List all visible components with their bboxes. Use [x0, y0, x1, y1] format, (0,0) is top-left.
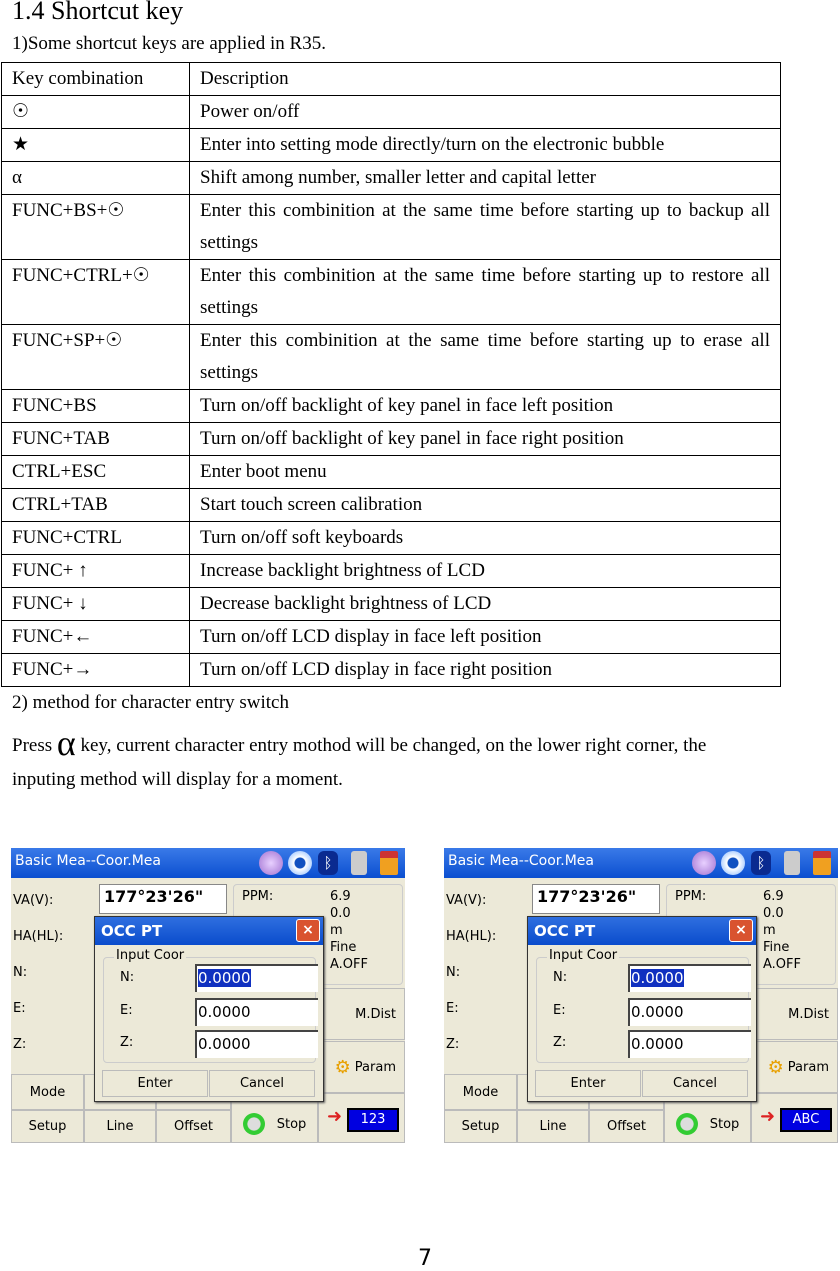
arrow-icon: ➜	[760, 1106, 776, 1127]
coord-value: 0.0000	[198, 1003, 251, 1021]
description: Turn on/off LCD display in face right position	[190, 654, 781, 687]
close-icon[interactable]: ×	[729, 919, 753, 942]
timer-icon	[259, 851, 283, 875]
button-label: Stop	[276, 1116, 307, 1132]
timer-icon	[692, 851, 716, 875]
section-heading: 1.4 Shortcut key	[12, 0, 184, 25]
stop-icon	[243, 1113, 265, 1135]
field-label: VA(V):	[13, 893, 54, 908]
button-label: Param	[787, 1059, 829, 1075]
field-label: N:	[446, 965, 461, 980]
dialog-title: OCC PT	[534, 922, 596, 940]
description: Turn on/off LCD display in face left position	[190, 621, 781, 654]
field-label: HA(HL):	[13, 929, 64, 944]
key-combination: CTRL+TAB	[2, 489, 190, 522]
table-row	[2, 654, 781, 687]
field-label: Z:	[13, 1037, 27, 1052]
key-combination: FUNC+BS+☉	[2, 195, 190, 260]
key-combination: FUNC+SP+☉	[2, 325, 190, 390]
status-value: Fine	[330, 940, 357, 955]
setup-button[interactable]	[11, 1110, 84, 1143]
battery-icon	[813, 851, 831, 875]
coord-input[interactable]	[195, 998, 318, 1026]
line-button[interactable]	[517, 1110, 589, 1143]
key-combination: α	[2, 162, 190, 195]
field-label: Z:	[446, 1037, 460, 1052]
status-value: A.OFF	[330, 957, 368, 972]
offset-button[interactable]	[589, 1110, 664, 1143]
table-row	[2, 588, 781, 621]
key-combination: FUNC+CTRL	[2, 522, 190, 555]
coord-input[interactable]	[628, 1030, 751, 1058]
cancel-button[interactable]	[642, 1070, 748, 1097]
enter-button[interactable]	[102, 1070, 208, 1097]
button-label: Offset	[173, 1119, 214, 1134]
coord-value: 0.0000	[631, 969, 684, 987]
dialog-title-bar	[528, 917, 756, 945]
title-bar	[444, 848, 838, 878]
shortcut-table	[1, 62, 781, 687]
table-row	[2, 96, 781, 129]
input-mode-indicator: ABC	[780, 1108, 832, 1132]
description: Enter this combinition at the same time before starting up to erase all settings	[190, 325, 781, 390]
key-combination: FUNC+ ↑	[2, 555, 190, 588]
input-mode-button[interactable]	[751, 1093, 838, 1143]
va-value: 177°23'26"	[532, 884, 660, 914]
button-label: Offset	[606, 1119, 647, 1134]
mdist-button[interactable]	[321, 988, 405, 1040]
input-mode-indicator: 123	[347, 1108, 399, 1132]
table-row	[2, 456, 781, 489]
stop-icon	[676, 1113, 698, 1135]
table-row	[2, 489, 781, 522]
status-label: PPM:	[675, 889, 707, 904]
title-bar	[11, 848, 405, 878]
description: Turn on/off backlight of key panel in face left position	[190, 390, 781, 423]
key-combination: FUNC+BS	[2, 390, 190, 423]
enter-button[interactable]	[535, 1070, 641, 1097]
button-label: M.Dist	[788, 1006, 829, 1022]
button-label: Mode	[462, 1084, 499, 1100]
status-value: 0.0	[330, 906, 351, 921]
description: Start touch screen calibration	[190, 489, 781, 522]
press-paragraph	[12, 725, 840, 766]
field-label: VA(V):	[446, 893, 487, 908]
bluetooth-icon: ᛒ	[751, 851, 771, 875]
line-button[interactable]	[84, 1110, 156, 1143]
field-label: HA(HL):	[446, 929, 497, 944]
intro-text: 1)Some shortcut keys are applied in R35.	[12, 33, 326, 54]
description: Decrease backlight brightness of LCD	[190, 588, 781, 621]
field-label: N:	[13, 965, 28, 980]
description: Enter boot menu	[190, 456, 781, 489]
close-icon[interactable]: ×	[296, 919, 320, 942]
status-value: 6.9	[763, 889, 784, 904]
coord-value: 0.0000	[198, 1035, 251, 1053]
table-row	[2, 195, 781, 260]
table-row	[2, 390, 781, 423]
coord-value: 0.0000	[631, 1035, 684, 1053]
coord-label: Z:	[120, 1035, 134, 1050]
key-combination: FUNC+CTRL+☉	[2, 260, 190, 325]
header-desc: Description	[190, 63, 781, 96]
table-row	[2, 423, 781, 456]
page-number: 7	[418, 1246, 432, 1271]
button-label: Stop	[709, 1116, 740, 1132]
button-label: Param	[354, 1059, 396, 1075]
key-combination: FUNC+←	[2, 621, 190, 654]
group-label: Input Coor	[116, 948, 185, 963]
cancel-button[interactable]	[209, 1070, 315, 1097]
coord-value: 0.0000	[631, 1003, 684, 1021]
window-title: Basic Mea--Coor.Mea	[15, 853, 161, 869]
coord-input[interactable]	[628, 998, 751, 1026]
gears-icon: ⚙	[767, 1056, 784, 1078]
dialog-title: OCC PT	[101, 922, 163, 940]
field-label: E:	[446, 1001, 459, 1016]
button-label: Setup	[461, 1119, 500, 1134]
button-label: Line	[539, 1119, 567, 1134]
coord-value: 0.0000	[198, 969, 251, 987]
description: Enter this combinition at the same time before starting up to restore all settings	[190, 260, 781, 325]
gear-icon	[721, 851, 745, 875]
key-combination: FUNC+→	[2, 654, 190, 687]
plug-icon	[784, 851, 800, 875]
text: key, current character entry mothod will be changed, on the lower right corner, the	[75, 735, 707, 756]
status-value: Fine	[763, 940, 790, 955]
gears-icon: ⚙	[334, 1056, 351, 1078]
button-label: Setup	[28, 1119, 67, 1134]
section-2-heading: 2) method for character entry switch	[12, 692, 289, 713]
key-combination: ★	[2, 129, 190, 162]
coord-input[interactable]	[195, 964, 318, 992]
table-header-row	[2, 63, 781, 96]
mdist-button[interactable]	[754, 988, 838, 1040]
mode-button[interactable]	[444, 1074, 517, 1110]
dialog-title-bar	[95, 917, 323, 945]
status-value: 0.0	[763, 906, 784, 921]
param-button[interactable]	[321, 1041, 405, 1093]
coord-input[interactable]	[195, 1030, 318, 1058]
key-combination: FUNC+ ↓	[2, 588, 190, 621]
description: Enter into setting mode directly/turn on the electronic bubble	[190, 129, 781, 162]
coord-label: Z:	[553, 1035, 567, 1050]
key-combination: FUNC+TAB	[2, 423, 190, 456]
table-row	[2, 325, 781, 390]
occ-pt-dialog	[527, 916, 757, 1102]
table-row	[2, 621, 781, 654]
occ-pt-dialog	[94, 916, 324, 1102]
mode-button[interactable]	[11, 1074, 84, 1110]
alpha-symbol: α	[56, 723, 76, 763]
coord-label: N:	[553, 970, 568, 985]
description: Turn on/off soft keyboards	[190, 522, 781, 555]
input-coor-group	[536, 948, 749, 1063]
status-value: A.OFF	[763, 957, 801, 972]
key-combination: ☉	[2, 96, 190, 129]
header-key: Key combination	[2, 63, 190, 96]
button-label: Cancel	[239, 1076, 285, 1091]
gear-icon	[288, 851, 312, 875]
coord-label: E:	[120, 1003, 133, 1018]
description: Shift among number, smaller letter and capital letter	[190, 162, 781, 195]
description: Turn on/off backlight of key panel in face right position	[190, 423, 781, 456]
device-screenshot	[444, 848, 838, 1143]
param-button[interactable]	[754, 1041, 838, 1093]
plug-icon	[351, 851, 367, 875]
text: Press	[12, 735, 57, 756]
battery-icon	[380, 851, 398, 875]
button-label: Mode	[29, 1084, 66, 1100]
coord-input[interactable]	[628, 964, 751, 992]
table-row	[2, 555, 781, 588]
group-label: Input Coor	[549, 948, 618, 963]
description: Power on/off	[190, 96, 781, 129]
status-value: 6.9	[330, 889, 351, 904]
offset-button[interactable]	[156, 1110, 231, 1143]
table-row	[2, 260, 781, 325]
bluetooth-icon: ᛒ	[318, 851, 338, 875]
device-screenshot	[11, 848, 405, 1143]
arrow-icon: ➜	[327, 1106, 343, 1127]
setup-button[interactable]	[444, 1110, 517, 1143]
coord-label: N:	[120, 970, 135, 985]
button-label: M.Dist	[355, 1006, 396, 1022]
press-paragraph-line2: inputing method will display for a moment.	[12, 769, 343, 790]
table-row	[2, 129, 781, 162]
key-combination: CTRL+ESC	[2, 456, 190, 489]
window-title: Basic Mea--Coor.Mea	[448, 853, 594, 869]
field-label: E:	[13, 1001, 26, 1016]
va-value: 177°23'26"	[99, 884, 227, 914]
button-label: Enter	[570, 1076, 606, 1091]
status-value: m	[763, 923, 776, 938]
status-value: m	[330, 923, 343, 938]
status-label: PPM:	[242, 889, 274, 904]
table-row	[2, 162, 781, 195]
description: Increase backlight brightness of LCD	[190, 555, 781, 588]
button-label: Line	[106, 1119, 134, 1134]
table-row	[2, 522, 781, 555]
button-label: Cancel	[672, 1076, 718, 1091]
button-label: Enter	[137, 1076, 173, 1091]
coord-label: E:	[553, 1003, 566, 1018]
input-mode-button[interactable]	[318, 1093, 405, 1143]
input-coor-group	[103, 948, 316, 1063]
description: Enter this combinition at the same time before starting up to backup all settings	[190, 195, 781, 260]
